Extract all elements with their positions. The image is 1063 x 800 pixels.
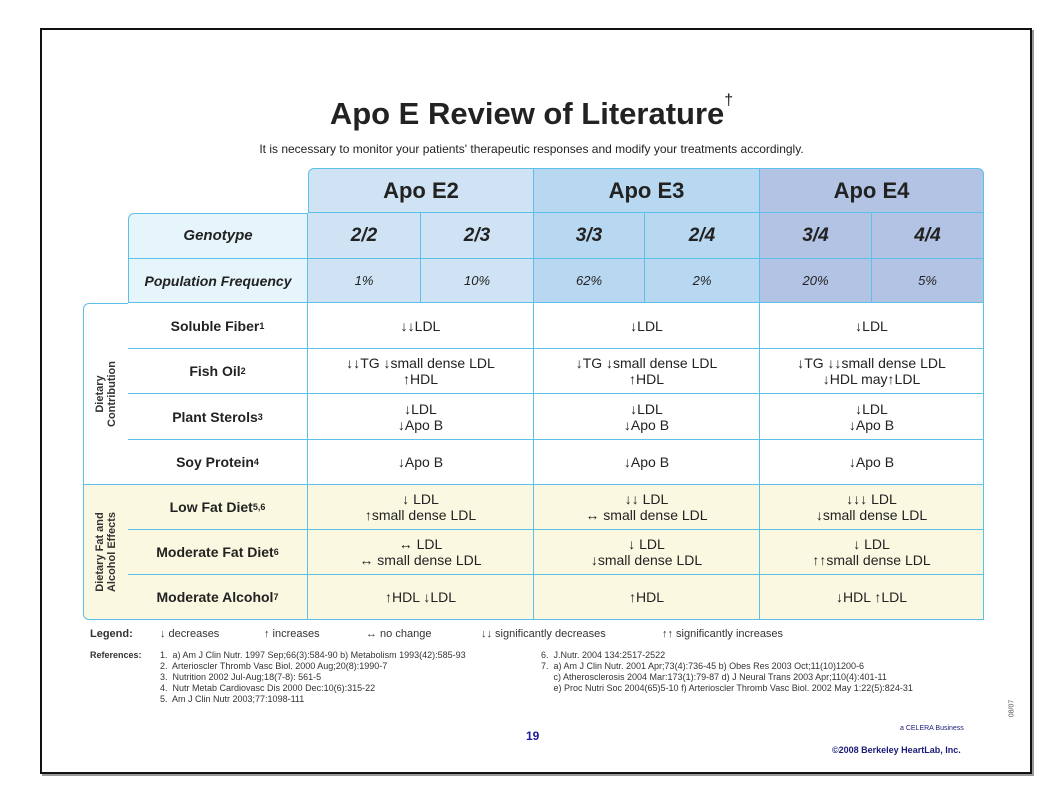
row-label-text: Soy Protein [176, 454, 254, 470]
legend-increases: ↑ increases [264, 628, 320, 640]
celera-business: a CELERA Business [900, 725, 964, 732]
genotype-cell-text: 3/4 [802, 224, 829, 246]
section-label [83, 485, 128, 620]
reference: 5. Am J Clin Nutr 2003;77:1098-111 [160, 694, 305, 704]
effect-cell [534, 394, 760, 440]
row-label [128, 349, 308, 394]
genotype-cell [872, 213, 984, 259]
frequency-cell [534, 259, 645, 303]
effect-cell-text: ↓LDL ↓Apo B [623, 400, 670, 433]
frequency-cell-text: 2% [692, 272, 712, 288]
effect-cell [308, 575, 534, 620]
genotype-cell [760, 213, 872, 259]
legend-no-change: ↔ no change [366, 628, 432, 640]
footnote-ref: 4 [253, 457, 259, 467]
copyright: ©2008 Berkeley HeartLab, Inc. [832, 745, 961, 755]
effect-cell-text: ↓↓ LDL ↔ small dense LDL [585, 491, 708, 523]
references-left [160, 650, 466, 705]
footnote-ref: 6 [273, 547, 279, 557]
frequency-cell [421, 259, 534, 303]
group-header [760, 168, 984, 213]
row-label-text: Plant Sterols [172, 408, 258, 425]
effect-cell [760, 530, 984, 575]
effect-cell-text: ↓Apo B [623, 454, 670, 470]
effect-cell-text: ↓Apo B [397, 454, 444, 470]
effect-cell [308, 349, 534, 394]
section-label-text: Dietary Fat and Alcohol Effects [94, 511, 118, 593]
legend-sig-increases: ↑↑ significantly increases [662, 628, 784, 640]
reference: c) Atherosclerosis 2004 Mar:173(1):79-87 d) J Neural Trans 2003 Apr;110(4):401-11 [541, 672, 887, 682]
effect-cell-text: ↓Apo B [848, 454, 895, 470]
group-header-text: Apo E2 [383, 177, 459, 203]
footnote-ref: 7 [273, 592, 279, 602]
footnote-ref: 3 [257, 411, 263, 422]
effect-cell [534, 530, 760, 575]
genotype-cell-text: 3/3 [575, 224, 603, 246]
subtitle: It is necessary to monitor your patients' therapeutic responses and modify your treatments accordingly. [259, 142, 804, 156]
genotype-cell [534, 213, 645, 259]
row-label-text: Low Fat Diet [169, 499, 253, 515]
frequency-cell [645, 259, 760, 303]
frequency-cell-text: 62% [575, 272, 603, 288]
row-label [128, 485, 308, 530]
title-text: Apo E Review of Literature [329, 96, 725, 131]
effect-cell-text: ↓LDL ↓Apo B [848, 400, 895, 433]
effect-cell-text: ↓LDL ↓Apo B [397, 400, 444, 433]
effect-cell [760, 349, 984, 394]
row-label-text: Moderate Alcohol [156, 589, 274, 605]
footnote-ref: 2 [240, 366, 246, 376]
effect-cell [534, 349, 760, 394]
references-label: References: [90, 650, 142, 660]
page-number: 19 [526, 729, 540, 743]
effect-cell [760, 303, 984, 349]
effect-cell-text: ↑HDL ↓LDL [384, 589, 457, 605]
effect-cell [760, 485, 984, 530]
legend-decreases: ↓ decreases [160, 628, 220, 640]
frequency-cell [308, 259, 421, 303]
genotype-cell-text: 4/4 [914, 224, 941, 246]
legend-label: Legend: [90, 628, 133, 640]
row-label [128, 575, 308, 620]
effect-cell-text: ↓TG ↓↓small dense LDL ↓HDL may↑LDL [797, 355, 946, 387]
reference: 6. J.Nutr. 2004 134:2517-2522 [541, 650, 666, 660]
effect-cell-text: ↓ LDL ↑small dense LDL [364, 491, 477, 523]
effect-cell [308, 303, 534, 349]
frequency-cell-text: 1% [354, 272, 374, 288]
row-label-text: Soluble Fiber [170, 317, 260, 334]
reference: 1. a) Am J Clin Nutr. 1997 Sep;66(3):584-90 b) Metabolism 1993(42):585-93 [160, 650, 466, 660]
effect-cell [534, 303, 760, 349]
effect-cell-text: ↓TG ↓small dense LDL ↑HDL [575, 355, 718, 387]
footnote-ref: 5,6 [252, 502, 266, 512]
effect-cell-text: ↓ LDL ↓small dense LDL [590, 536, 703, 568]
frequency-cell [760, 259, 872, 303]
row-label-text: Fish Oil [189, 363, 241, 379]
effect-cell [760, 394, 984, 440]
effect-cell [308, 485, 534, 530]
effect-cell [534, 575, 760, 620]
effect-cell [760, 440, 984, 485]
genotype-label-text: Genotype [183, 227, 253, 244]
genotype-cell-text: 2/2 [350, 224, 378, 246]
effect-cell-text: ↓↓↓ LDL ↓small dense LDL [815, 491, 928, 523]
section-label-text: Dietary Contribution [94, 361, 118, 427]
row-label [128, 440, 308, 485]
genotype-cell-text: 2/4 [688, 224, 716, 246]
row-label [128, 394, 308, 440]
effect-cell-text: ↓↓TG ↓small dense LDL ↑HDL [346, 355, 495, 387]
effect-cell-text: ↓ LDL ↑↑small dense LDL [812, 536, 931, 568]
row-label [128, 530, 308, 575]
genotype-cell [421, 213, 534, 259]
effect-cell-text: ↓HDL ↑LDL [835, 589, 908, 605]
reference: 4. Nutr Metab Cardiovasc Dis 2000 Dec:10(6):315-22 [160, 683, 376, 693]
group-header [308, 168, 534, 213]
effect-cell [308, 530, 534, 575]
reference: e) Proc Nutri Soc 2004(65)5-10 f) Arterioscler Thromb Vasc Biol. 2002 May 1:22(5):824-31 [541, 683, 913, 693]
effect-cell-text: ↔ LDL ↔ small dense LDL [359, 536, 482, 568]
effect-cell-text: ↓LDL [855, 317, 888, 334]
genotype-cell [645, 213, 760, 259]
effect-cell [534, 485, 760, 530]
row-label [128, 303, 308, 349]
page-title [0, 92, 1063, 132]
section-label [83, 303, 128, 485]
genotype-cell [308, 213, 421, 259]
legend-sig-decreases: ↓↓ significantly decreases [481, 628, 606, 640]
frequency-cell-text: 20% [802, 272, 829, 288]
genotype-label [128, 213, 308, 259]
frequency-cell [872, 259, 984, 303]
effect-cell-text: ↓LDL [630, 317, 663, 334]
frequency-label [128, 259, 308, 303]
frequency-cell-text: 5% [918, 272, 937, 288]
effect-cell-text: ↑HDL [628, 589, 664, 605]
group-header-text: Apo E3 [608, 177, 685, 203]
effect-cell [308, 440, 534, 485]
effect-cell [534, 440, 760, 485]
frequency-label-text: Population Frequency [144, 272, 292, 289]
frequency-cell-text: 10% [463, 272, 491, 288]
effect-cell [760, 575, 984, 620]
references-right [541, 650, 913, 694]
effect-cell-text: ↓↓LDL [400, 317, 441, 334]
genotype-cell-text: 2/3 [463, 224, 491, 246]
reference: 3. Nutrition 2002 Jul-Aug;18(7-8): 561-5 [160, 672, 322, 682]
doc-code: 08/07 [1008, 699, 1016, 718]
title-dagger: † [724, 92, 734, 109]
group-header-text: Apo E4 [833, 177, 910, 203]
reference: 2. Arterioscler Thromb Vasc Biol. 2000 Aug;20(8):1990-7 [160, 661, 388, 671]
effect-cell [308, 394, 534, 440]
footnote-ref: 1 [259, 320, 265, 331]
reference: 7. a) Am J Clin Nutr. 2001 Apr;73(4):736-45 b) Obes Res 2003 Oct;11(10)1200-6 [541, 661, 865, 671]
group-header [534, 168, 760, 213]
row-label-text: Moderate Fat Diet [156, 544, 274, 560]
